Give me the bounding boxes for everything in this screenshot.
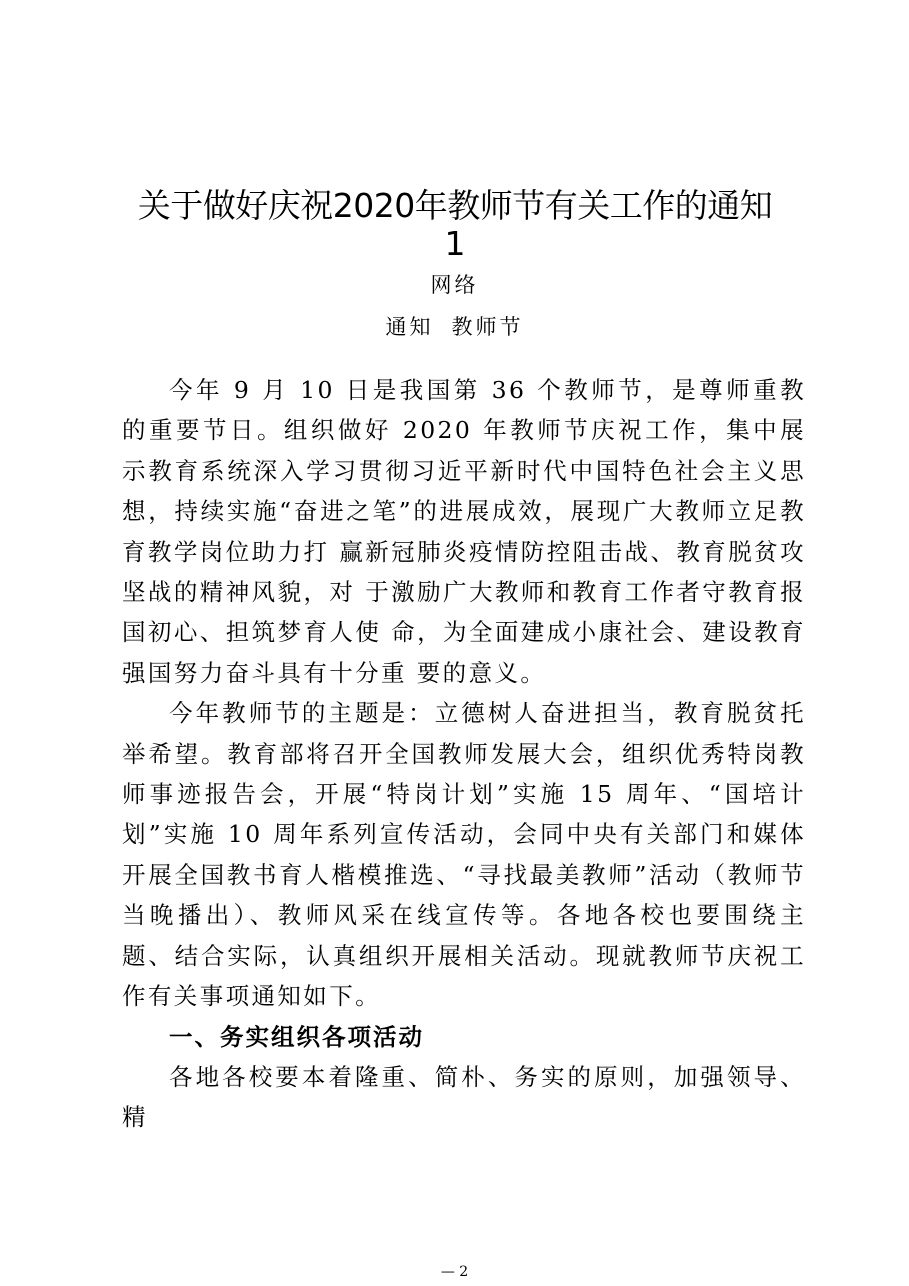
page-number-footer: — 2	[440, 1264, 469, 1280]
section-heading: 一、务实组织各项活动	[169, 1022, 424, 1051]
tag-notice: 通知	[385, 315, 434, 339]
document-source: 网络	[430, 273, 479, 297]
tag-teachers-day: 教师节	[451, 315, 524, 339]
document-tags	[0, 314, 909, 340]
section-paragraph: 各地各校要本着隆重、简朴、务实的原则，加强领导、精	[122, 1062, 806, 1132]
document-title: 关于做好庆祝2020年教师节有关工作的通知	[137, 186, 773, 225]
document-body	[122, 370, 806, 1138]
paragraph-2: 今年教师节的主题是：立德树人奋进担当，教育脱贫托举希望。教育部将召开全国教师发展大会，组织优秀特岗教师事迹报告会，开展“特岗计划”实施 15 周年、“国培计划”实施 10 周年系列宣传活动，会同中央有关部门和媒体开展全国教书育人楷模推选、“寻找最美教师”活动（教师节当晚播出）、教师风采在线宣传等。各地各校也要围绕主题、结合实际，认真组织开展相关活动。现就教师节庆祝工作有关事项通知如下。	[122, 699, 806, 1011]
document-title-suffix: 1	[444, 224, 466, 263]
paragraph-1: 今年 9 月 10 日是我国第 36 个教师节，是尊师重教的重要节日。组织做好 2020 年教师节庆祝工作，集中展示教育系统深入学习贯彻习近平新时代中国特色社会主义思想，持续实施“奋进之笔”的进展成效，展现广大教师立足教育教学岗位助力打 赢新冠肺炎疫情防控阻击战、教育脱贫攻坚战的精神风貌，对 于激励广大教师和教育工作者守教育报国初心、担筑梦育人使 命，为全面建成小康社会、建设教育强国努力奋斗具有十分重 要的意义。	[122, 376, 806, 687]
